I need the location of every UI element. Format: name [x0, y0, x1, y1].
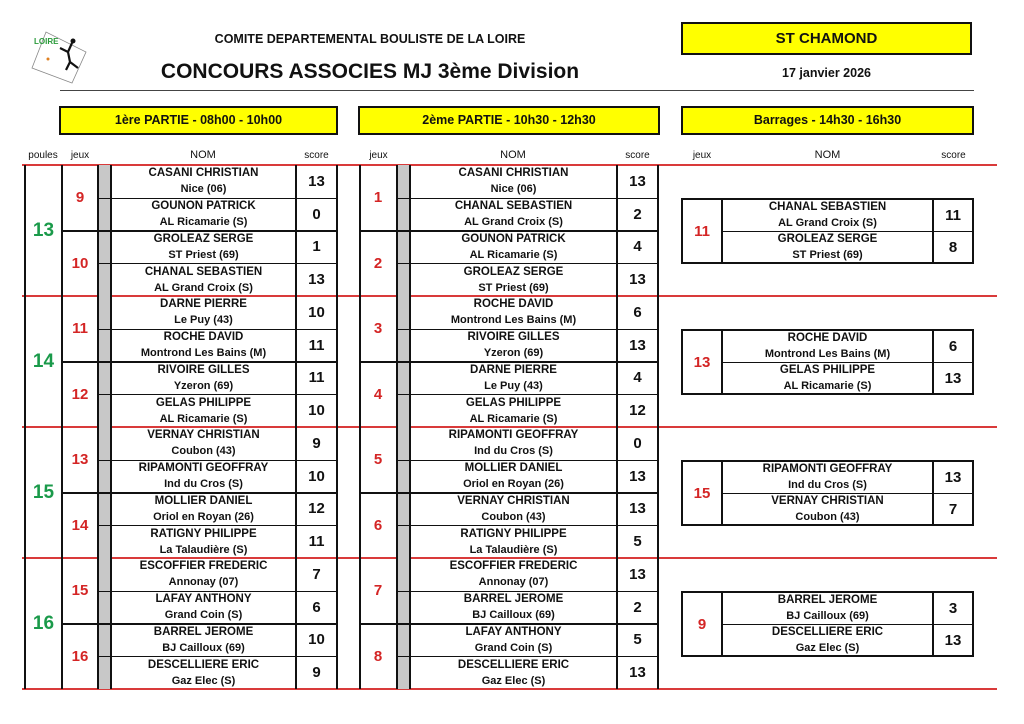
row-divider — [398, 460, 657, 461]
score-value: 2 — [633, 598, 642, 616]
player-entry — [411, 591, 616, 624]
player-entry — [411, 493, 616, 526]
player-club: Ind du Cros (S) — [788, 479, 867, 491]
player-name: DARNE PIERRE — [160, 298, 247, 311]
column-border — [336, 165, 338, 689]
player-entry — [411, 231, 616, 264]
player-name: CHANAL SEBASTIEN — [454, 200, 573, 213]
row-divider — [99, 460, 336, 461]
score-value: 2 — [633, 205, 642, 223]
player-name: VERNAY CHRISTIAN — [771, 495, 884, 507]
player-club: Gaz Elec (S) — [171, 674, 236, 687]
row-divider — [99, 591, 336, 592]
jeu-number: 9 — [75, 189, 85, 207]
player-name: BARREL JEROME — [777, 594, 878, 606]
row-divider — [398, 394, 657, 395]
player-name: LAFAY ANTHONY — [465, 625, 562, 638]
player-club: AL Ricamarie (S) — [469, 248, 558, 261]
row-divider — [398, 656, 657, 657]
col-header-jeux: jeux — [692, 150, 712, 161]
player-club: Nice (06) — [180, 183, 227, 196]
jeu-number: 4 — [373, 385, 383, 403]
player-name: BARREL JEROME — [153, 625, 254, 638]
jeu-number: 6 — [373, 516, 383, 534]
score-value: 4 — [633, 238, 642, 256]
player-entry — [112, 394, 295, 427]
player-name: ESCOFFIER FREDERIC — [449, 560, 578, 573]
player-name: RATIGNY PHILIPPE — [460, 527, 567, 540]
score-value: 9 — [312, 664, 321, 682]
player-name: DESCELLIERE ERIC — [147, 658, 260, 671]
player-club: ST Priest (69) — [478, 281, 549, 294]
player-club: AL Grand Croix (S) — [464, 216, 563, 229]
player-club: Ind du Cros (S) — [164, 478, 243, 491]
player-club: Annonay (07) — [168, 576, 239, 589]
player-club: Montrond Les Bains (M) — [450, 314, 577, 327]
player-name: GROLEAZ SERGE — [777, 233, 878, 245]
section-banner-partie2: 2ème PARTIE - 10h30 - 12h30 — [358, 106, 660, 135]
score-value: 11 — [308, 369, 325, 387]
player-entry — [411, 394, 616, 427]
row-divider — [398, 198, 657, 199]
player-club: BJ Cailloux (69) — [472, 609, 555, 622]
player-entry — [723, 199, 932, 231]
score-value: 1 — [312, 238, 321, 256]
score-value: 13 — [944, 631, 962, 649]
player-club: Gaz Elec (S) — [481, 674, 546, 687]
player-name: DESCELLIERE ERIC — [457, 658, 570, 671]
score-value: 11 — [308, 533, 325, 551]
player-club: ST Priest (69) — [168, 248, 239, 261]
score-value: 10 — [308, 467, 325, 485]
score-value: 13 — [308, 172, 325, 190]
player-name: BARREL JEROME — [463, 593, 564, 606]
poule-number: 16 — [32, 612, 55, 634]
score-value: 13 — [629, 336, 646, 354]
score-value: 13 — [629, 664, 646, 682]
score-value: 10 — [308, 303, 325, 321]
player-entry — [112, 198, 295, 231]
row-divider — [99, 329, 336, 330]
player-name: DESCELLIERE ERIC — [771, 626, 884, 638]
row-divider — [398, 525, 657, 526]
petanque-player-icon — [24, 28, 90, 84]
player-name: RIPAMONTI GEOFFRAY — [448, 429, 579, 442]
score-value: 4 — [633, 369, 642, 387]
score-value: 13 — [629, 565, 646, 583]
jeu-number: 8 — [373, 647, 383, 665]
player-entry — [112, 296, 295, 329]
jeu-number: 10 — [71, 254, 89, 272]
score-value: 13 — [944, 468, 962, 486]
row-divider — [398, 591, 657, 592]
player-club: Gaz Elec (S) — [795, 642, 860, 654]
player-entry — [411, 263, 616, 296]
player-club: Montrond Les Bains (M) — [764, 348, 891, 360]
player-name: MOLLIER DANIEL — [154, 494, 253, 507]
player-club: Nice (06) — [490, 183, 537, 196]
column-border — [657, 165, 659, 689]
player-club: AL Ricamarie (S) — [783, 380, 872, 392]
col-header-nom: NOM — [814, 149, 841, 161]
player-entry — [112, 231, 295, 264]
score-value: 0 — [312, 205, 321, 223]
col-header-jeux: jeux — [70, 150, 90, 161]
section-banner-barrages: Barrages - 14h30 - 16h30 — [681, 106, 974, 135]
player-name: GROLEAZ SERGE — [463, 265, 564, 278]
player-entry — [411, 427, 616, 460]
score-value: 7 — [312, 565, 321, 583]
jeu-number: 14 — [71, 516, 89, 534]
score-value: 11 — [945, 206, 961, 224]
player-club: La Talaudière (S) — [159, 543, 248, 556]
player-club: Oriol en Royan (26) — [463, 478, 564, 491]
player-club: AL Grand Croix (S) — [778, 217, 877, 229]
player-club: AL Ricamarie (S) — [469, 412, 558, 425]
player-club: BJ Cailloux (69) — [162, 641, 245, 654]
jeu-number: 15 — [693, 484, 711, 502]
player-entry — [112, 329, 295, 362]
player-name: DARNE PIERRE — [470, 363, 557, 376]
player-club: AL Ricamarie (S) — [159, 412, 248, 425]
player-name: GOUNON PATRICK — [151, 200, 256, 213]
player-entry — [112, 656, 295, 689]
col-header-score: score — [304, 150, 329, 161]
player-name: GELAS PHILIPPE — [155, 396, 252, 409]
score-value: 8 — [948, 238, 958, 256]
player-club: ST Priest (69) — [792, 249, 863, 261]
group-separator — [682, 426, 974, 428]
score-value: 0 — [633, 434, 642, 452]
player-entry — [723, 231, 932, 263]
player-name: CASANI CHRISTIAN — [148, 167, 259, 180]
player-entry — [411, 624, 616, 657]
player-name: LAFAY ANTHONY — [155, 593, 252, 606]
player-club: Le Puy (43) — [174, 314, 233, 327]
player-entry — [723, 461, 932, 493]
col-header-nom: NOM — [500, 149, 526, 161]
player-entry — [112, 427, 295, 460]
col-header-jeux: jeux — [369, 150, 388, 161]
col-header-nom: NOM — [190, 149, 216, 161]
jeu-number: 13 — [693, 353, 711, 371]
score-value: 13 — [944, 369, 962, 387]
player-entry — [411, 656, 616, 689]
score-value: 5 — [633, 631, 642, 649]
jeu-number: 15 — [71, 582, 89, 600]
player-entry — [411, 165, 616, 198]
jeu-number: 13 — [71, 451, 89, 469]
row-divider — [99, 656, 336, 657]
player-name: CASANI CHRISTIAN — [458, 167, 569, 180]
jeu-number: 11 — [694, 222, 710, 240]
player-entry — [112, 165, 295, 198]
row-divider — [99, 198, 336, 199]
gray-strip — [99, 165, 110, 689]
score-value: 6 — [312, 598, 321, 616]
player-entry — [112, 558, 295, 591]
logo — [24, 28, 90, 84]
player-entry — [411, 558, 616, 591]
player-entry — [411, 362, 616, 395]
jeu-number: 1 — [373, 189, 383, 207]
player-entry — [411, 329, 616, 362]
player-club: Yzeron (69) — [483, 347, 544, 360]
score-value: 9 — [312, 434, 321, 452]
player-name: RIVOIRE GILLES — [467, 331, 560, 344]
player-club: Ind du Cros (S) — [474, 445, 553, 458]
player-club: AL Ricamarie (S) — [159, 216, 248, 229]
player-entry — [723, 624, 932, 656]
player-name: GROLEAZ SERGE — [153, 232, 254, 245]
score-value: 13 — [629, 172, 646, 190]
organization-name: COMITE DEPARTEMENTAL BOULISTE DE LA LOIRE — [214, 32, 526, 46]
player-entry — [112, 525, 295, 558]
player-entry — [112, 591, 295, 624]
jeu-number: 2 — [373, 254, 383, 272]
player-name: ROCHE DAVID — [163, 331, 244, 344]
player-name: ROCHE DAVID — [787, 332, 868, 344]
player-entry — [112, 624, 295, 657]
player-name: GOUNON PATRICK — [461, 232, 566, 245]
player-club: Yzeron (69) — [173, 379, 234, 392]
page-title: CONCOURS ASSOCIES MJ 3ème Division — [160, 60, 580, 83]
jeu-number: 7 — [373, 582, 383, 600]
score-value: 13 — [308, 271, 325, 289]
poule-number: 13 — [32, 219, 55, 241]
player-name: VERNAY CHRISTIAN — [147, 429, 260, 442]
player-club: BJ Cailloux (69) — [786, 610, 869, 622]
header-divider — [60, 90, 974, 91]
jeu-number: 11 — [72, 320, 88, 338]
player-name: GELAS PHILIPPE — [465, 396, 562, 409]
jeu-number: 16 — [71, 647, 89, 665]
player-entry — [723, 493, 932, 525]
svg-text:LOIRE: LOIRE — [34, 37, 59, 46]
score-value: 3 — [948, 599, 958, 617]
player-club: Le Puy (43) — [484, 379, 543, 392]
poule-number: 14 — [32, 350, 55, 372]
player-club: Oriol en Royan (26) — [153, 510, 254, 523]
score-value: 13 — [629, 271, 646, 289]
player-name: CHANAL SEBASTIEN — [144, 265, 263, 278]
player-entry — [723, 362, 932, 394]
jeu-number: 12 — [71, 385, 89, 403]
player-name: MOLLIER DANIEL — [464, 462, 563, 475]
score-value: 10 — [308, 631, 325, 649]
score-value: 6 — [948, 337, 958, 355]
player-name: RIVOIRE GILLES — [157, 363, 250, 376]
venue-banner: ST CHAMOND — [681, 22, 972, 55]
player-club: Grand Coin (S) — [474, 641, 553, 654]
score-value: 7 — [948, 500, 958, 518]
player-club: Coubon (43) — [481, 510, 546, 523]
section-banner-partie1: 1ère PARTIE - 08h00 - 10h00 — [59, 106, 338, 135]
player-entry — [112, 263, 295, 296]
row-divider — [398, 329, 657, 330]
group-separator — [682, 557, 974, 559]
player-entry — [723, 592, 932, 624]
group-separator — [682, 295, 974, 297]
player-club: Coubon (43) — [795, 511, 860, 523]
player-name: RIPAMONTI GEOFFRAY — [138, 462, 269, 475]
score-value: 13 — [629, 500, 646, 518]
player-entry — [411, 460, 616, 493]
row-divider — [99, 394, 336, 395]
player-club: La Talaudière (S) — [469, 543, 558, 556]
score-value: 13 — [629, 467, 646, 485]
score-value: 12 — [308, 500, 325, 518]
row-divider — [99, 525, 336, 526]
group-separator — [682, 164, 974, 166]
player-entry — [411, 296, 616, 329]
player-name: RATIGNY PHILIPPE — [150, 527, 257, 540]
event-date: 17 janvier 2026 — [782, 66, 871, 80]
player-name: VERNAY CHRISTIAN — [457, 494, 570, 507]
group-separator — [682, 688, 974, 690]
col-header-poules: poules — [28, 150, 58, 161]
jeu-number: 5 — [373, 451, 383, 469]
jeu-number: 3 — [373, 320, 383, 338]
row-divider — [398, 263, 657, 264]
score-value: 6 — [633, 303, 642, 321]
player-entry — [411, 525, 616, 558]
player-club: Montrond Les Bains (M) — [140, 347, 267, 360]
gray-strip — [398, 165, 409, 689]
player-name: CHANAL SEBASTIEN — [768, 201, 887, 213]
jeu-number: 9 — [697, 615, 707, 633]
player-entry — [411, 198, 616, 231]
col-header-score: score — [625, 150, 650, 161]
score-value: 11 — [308, 336, 325, 354]
col-header-score: score — [941, 150, 966, 161]
player-club: AL Grand Croix (S) — [154, 281, 253, 294]
player-name: ROCHE DAVID — [473, 298, 554, 311]
player-club: Grand Coin (S) — [164, 609, 243, 622]
player-entry — [723, 330, 932, 362]
player-entry — [112, 362, 295, 395]
player-entry — [112, 460, 295, 493]
score-value: 5 — [633, 533, 642, 551]
player-club: Coubon (43) — [171, 445, 236, 458]
score-value: 10 — [308, 402, 325, 420]
player-name: ESCOFFIER FREDERIC — [139, 560, 268, 573]
player-club: Annonay (07) — [478, 576, 549, 589]
poule-number: 15 — [32, 481, 55, 503]
score-value: 12 — [629, 402, 646, 420]
player-entry — [112, 493, 295, 526]
player-name: GELAS PHILIPPE — [779, 364, 876, 376]
player-name: RIPAMONTI GEOFFRAY — [762, 463, 893, 475]
row-divider — [99, 263, 336, 264]
